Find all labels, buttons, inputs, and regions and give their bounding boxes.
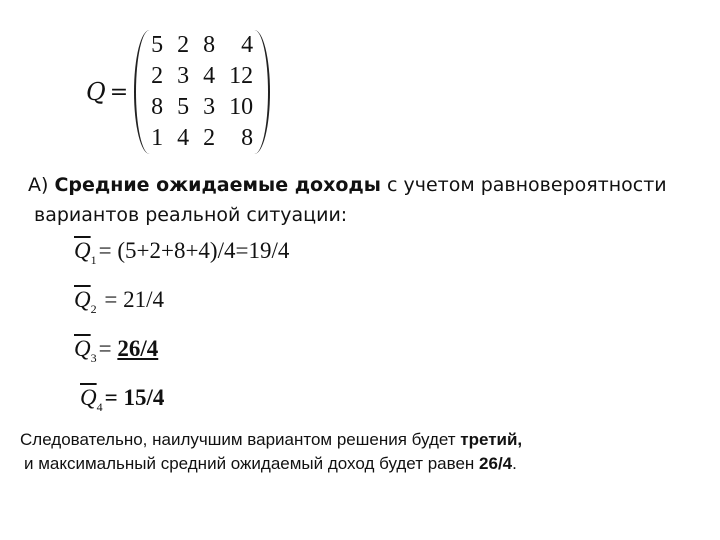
matrix-row xyxy=(144,61,260,92)
q-variable: $\overline{Q}$ xyxy=(80,385,97,410)
formula-expression: = (5+2+8+4)/4=19/4 xyxy=(98,238,290,263)
matrix-cell: 2 xyxy=(151,63,164,89)
heading-prefix: А) xyxy=(28,174,55,196)
matrix-row xyxy=(144,123,260,154)
matrix-q xyxy=(86,28,270,156)
heading-rest: с учетом равновероятности xyxy=(380,174,667,196)
conclusion-line2-text: и максимальный средний ожидаемый доход будет равен xyxy=(24,454,480,473)
matrix-label: Q xyxy=(86,78,106,106)
formula-expression-prefix: = xyxy=(98,336,118,361)
q-subscript: 2 xyxy=(90,302,97,316)
matrix-row xyxy=(144,92,260,123)
matrix-cell: 5 xyxy=(177,94,190,120)
matrix-cell: 8 xyxy=(203,32,216,58)
conclusion-answer: третий, xyxy=(460,430,523,449)
matrix-cell: 8 xyxy=(151,94,164,120)
heading-line2: вариантов реальной ситуации: xyxy=(34,204,348,226)
formula-q2 xyxy=(74,287,164,317)
conclusion-line1: Следовательно, наилучшим вариантом решения будет xyxy=(20,430,461,449)
matrix-cell: 5 xyxy=(151,32,164,58)
q-subscript: 3 xyxy=(90,351,97,365)
conclusion-line2 xyxy=(20,452,710,476)
q-variable: $\overline{Q}$ xyxy=(74,287,91,312)
matrix-cell: 12 xyxy=(229,63,254,89)
q-subscript: 1 xyxy=(90,253,97,267)
conclusion-value: 26/4 xyxy=(479,454,513,473)
matrix-cell: 3 xyxy=(203,94,216,120)
q-variable: $\overline{Q}$ xyxy=(74,238,91,263)
formula-expression: = 21/4 xyxy=(98,287,164,312)
matrix-cell: 1 xyxy=(151,125,164,151)
heading-bold-phrase: Средние ожидаемые доходы xyxy=(54,174,381,196)
q-subscript: 4 xyxy=(96,400,103,414)
matrix-cell: 3 xyxy=(177,63,190,89)
conclusion-text xyxy=(20,428,710,476)
q-variable: $\overline{Q}$ xyxy=(74,336,91,361)
formula-q4 xyxy=(80,385,164,415)
matrix-cell: 10 xyxy=(229,94,254,120)
matrix-parentheses xyxy=(134,30,270,154)
formula-expression-value: 26/4 xyxy=(117,336,159,361)
matrix-cell: 8 xyxy=(241,125,254,151)
matrix-cell: 2 xyxy=(203,125,216,151)
conclusion-period: . xyxy=(512,454,517,473)
formula-expression-value: = 15/4 xyxy=(104,385,165,410)
matrix-cell: 2 xyxy=(177,32,190,58)
matrix-cell: 4 xyxy=(203,63,216,89)
matrix-row xyxy=(144,30,260,61)
matrix-cell: 4 xyxy=(177,125,190,151)
formula-q1 xyxy=(74,238,289,268)
section-heading xyxy=(28,170,688,230)
matrix-table xyxy=(144,30,260,154)
matrix-cell: 4 xyxy=(241,32,254,58)
formula-q3 xyxy=(74,336,158,366)
matrix-equals: = xyxy=(109,79,129,105)
